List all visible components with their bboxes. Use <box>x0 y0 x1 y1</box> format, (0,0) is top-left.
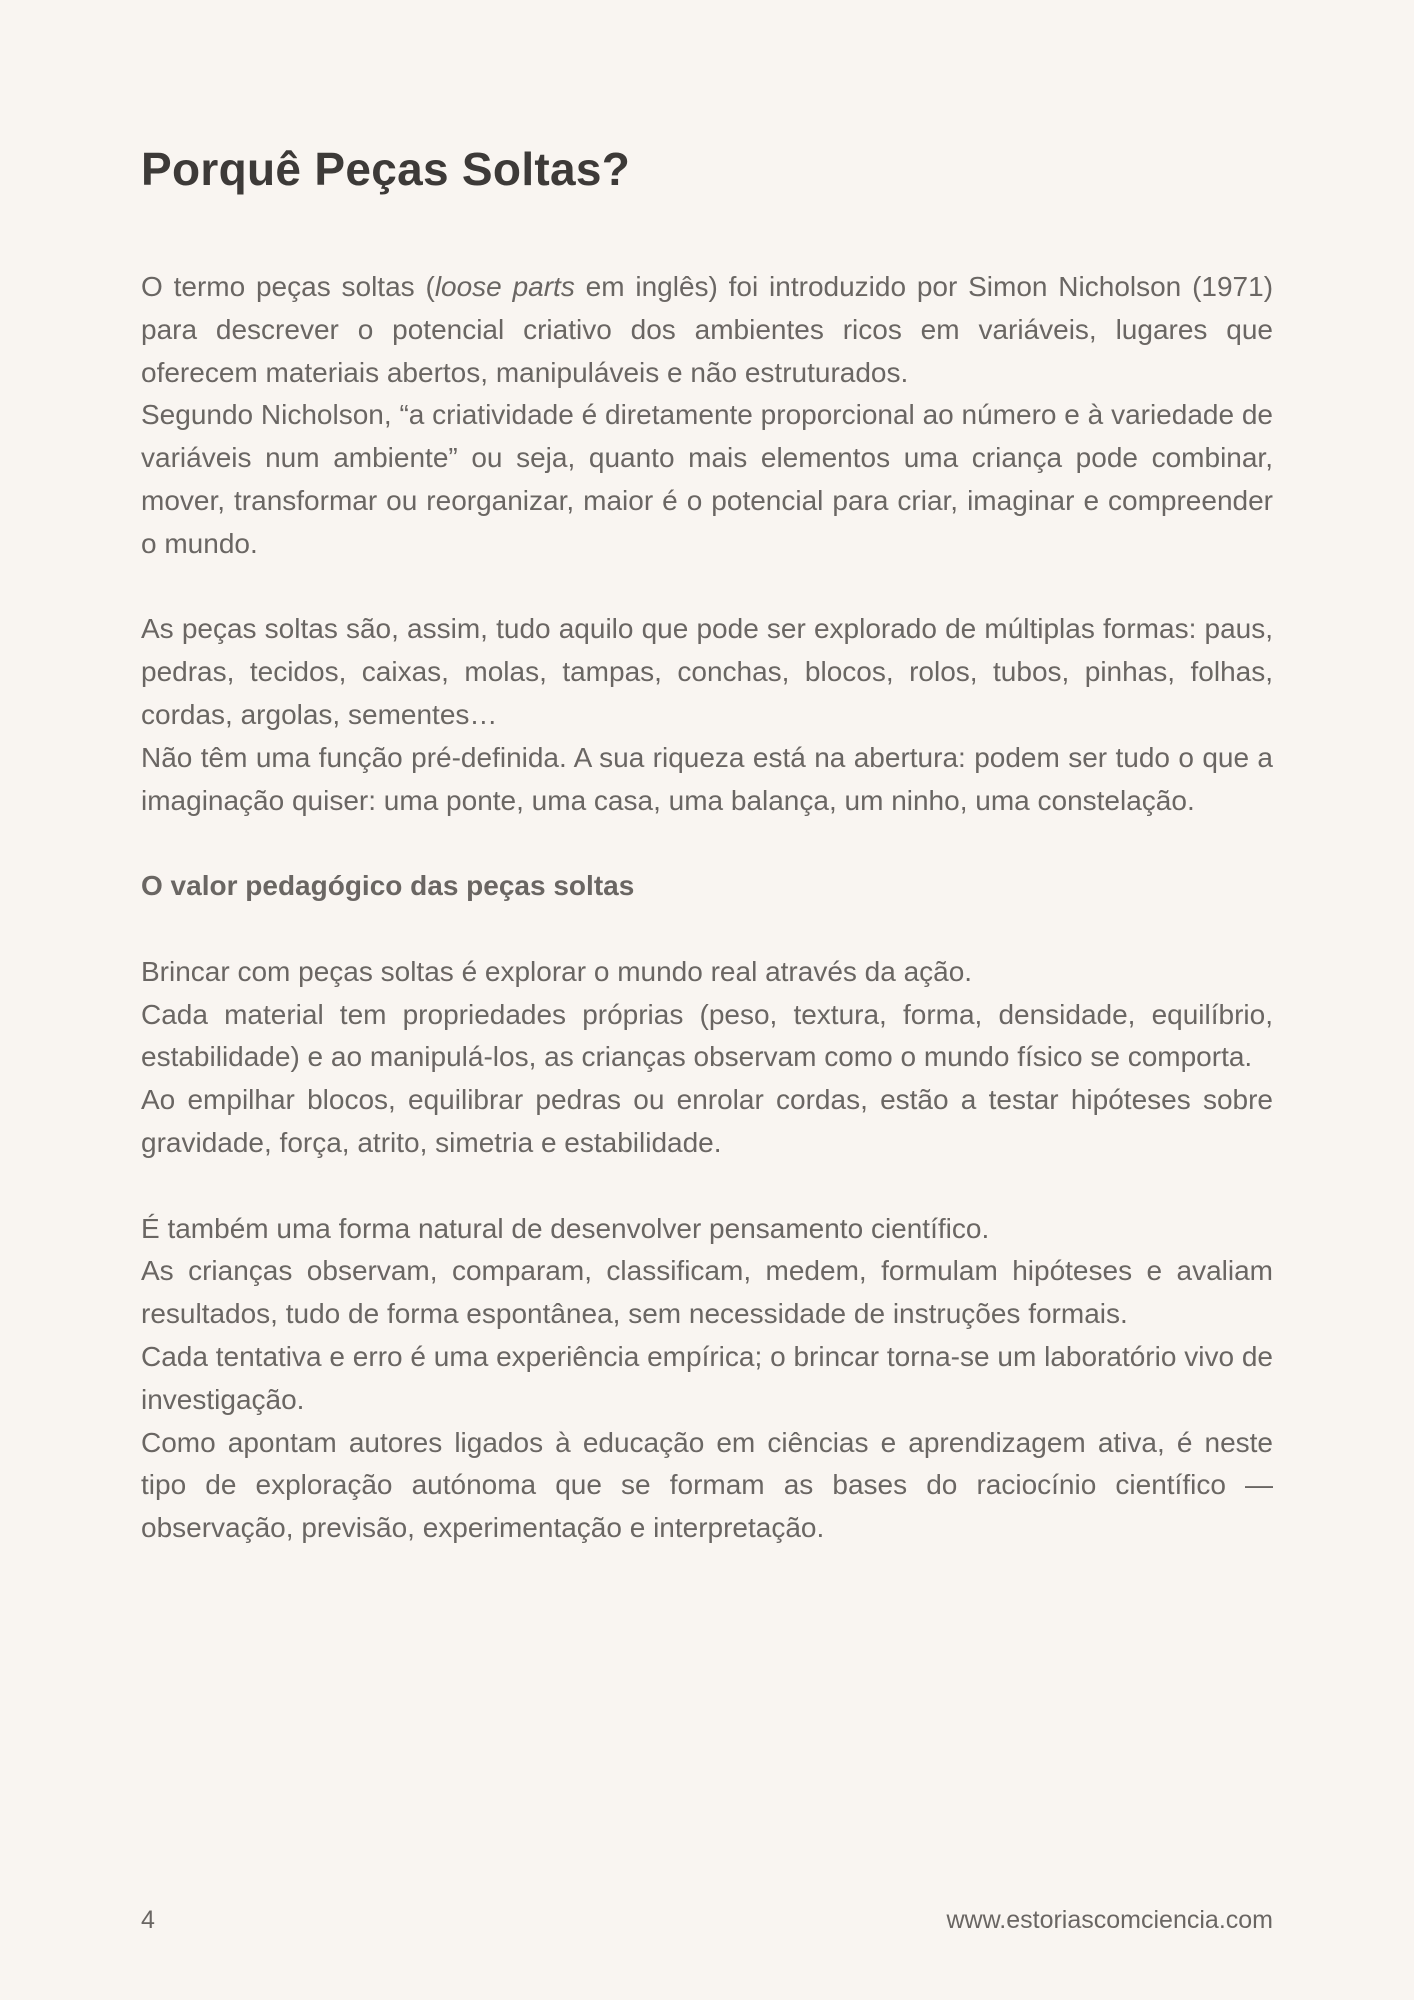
page-number: 4 <box>141 1906 155 1934</box>
paragraph-gap <box>141 908 1273 951</box>
loose-parts-paragraph-2: Não têm uma função pré-definida. A sua riqueza está na abertura: podem ser tudo o que a imaginação quiser: uma ponte, uma casa, uma balança, um ninho, uma constelação. <box>141 741 1273 816</box>
scientific-paragraph-4: Como apontam autores ligados à educação em ciências e aprendizagem ativa, é neste tipo de exploração autónoma que se formam as bases do raciocínio científico — observação, previsão, experimentação e interpretação. <box>141 1426 1273 1544</box>
scientific-paragraph-3: Cada tentativa e erro é uma experiência empírica; o brincar torna-se um laboratório vivo de investigação. <box>141 1340 1273 1415</box>
intro-italic-term: loose parts <box>434 271 575 302</box>
paragraph-gap <box>141 566 1273 609</box>
article-body <box>141 266 1273 1550</box>
section-heading-pedagogical: O valor pedagógico das peças soltas <box>141 870 635 902</box>
paragraph-gap <box>141 1165 1273 1208</box>
pedagogical-paragraph-2: Cada material tem propriedades próprias (peso, textura, forma, densidade, equilíbrio, estabilidade) e ao manipulá-los, as crianças observam como o mundo físico se comporta. <box>141 998 1273 1073</box>
page-title: Porquê Peças Soltas? <box>141 143 631 195</box>
scientific-paragraph-1: É também uma forma natural de desenvolver pensamento científico. <box>141 1212 990 1244</box>
website-link[interactable]: www.estoriascomciencia.com <box>946 1906 1273 1934</box>
pedagogical-paragraph-3: Ao empilhar blocos, equilibrar pedras ou enrolar cordas, estão a testar hipóteses sobre gravidade, força, atrito, simetria e estabilidade. <box>141 1084 1273 1158</box>
loose-parts-paragraph-1: As peças soltas são, assim, tudo aquilo que pode ser explorado de múltiplas formas: paus, pedras, tecidos, caixas, molas, tampas, conchas, blocos, rolos, tubos, pinhas, folhas, cordas, argolas, sementes… <box>141 613 1273 730</box>
pedagogical-paragraph-1: Brincar com peças soltas é explorar o mundo real através da ação. <box>141 955 973 987</box>
paragraph-gap <box>141 822 1273 865</box>
intro-paragraph-2: Segundo Nicholson, “a criatividade é diretamente proporcional ao número e à variedade de variáveis num ambiente” ou seja, quanto mais elementos uma criança pode combinar, mover, transformar ou reorganizar, maior é o potencial para criar, imaginar e compreender o mundo. <box>141 399 1273 559</box>
document-page <box>141 0 1273 2000</box>
intro-text-start: O termo peças soltas ( <box>141 271 435 302</box>
intro-text-end: em inglês) foi introduzido por Simon Nicholson (1971) para descrever o potencial criativo dos ambientes ricos em variáveis, lugares que oferecem materiais abertos, manipuláveis e não estruturados. <box>141 271 1274 388</box>
intro-paragraph-1 <box>141 266 1273 394</box>
scientific-paragraph-2: As crianças observam, comparam, classificam, medem, formulam hipóteses e avaliam resultados, tudo de forma espontânea, sem necessidade de instruções formais. <box>141 1255 1273 1330</box>
